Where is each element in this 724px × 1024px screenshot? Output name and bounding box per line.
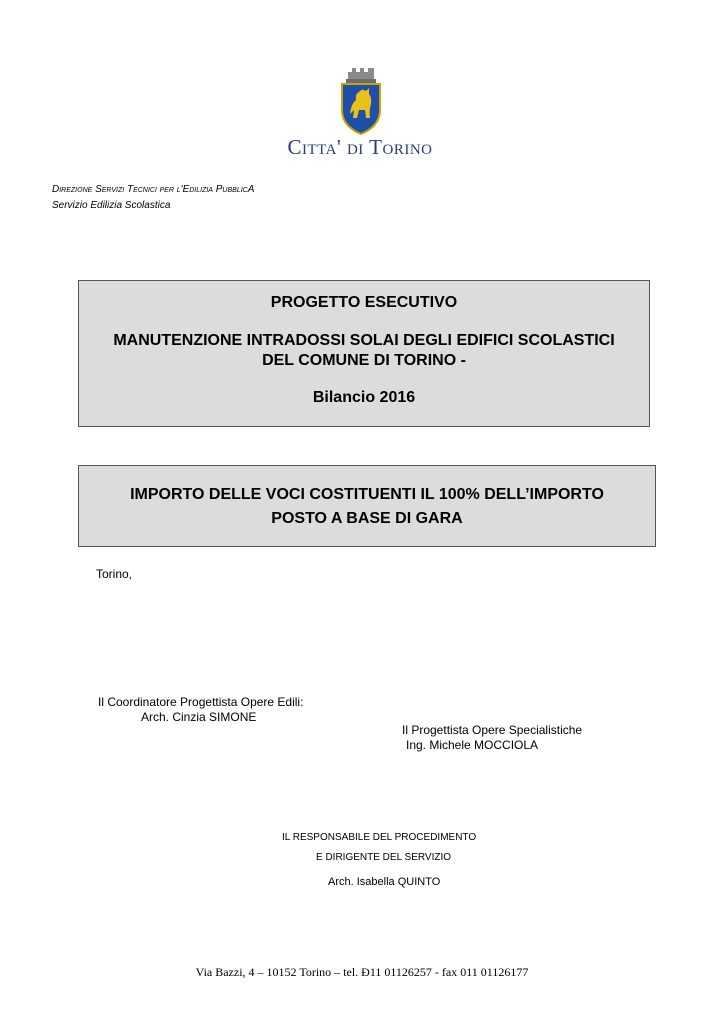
coordinator-name: Arch. Cinzia SIMONE [141, 710, 257, 724]
city-logo-text: Citta' di Torino [287, 135, 433, 159]
responsible-role-2: E DIRIGENTE DEL SERVIZIO [316, 852, 452, 863]
department-word: irezione [59, 184, 96, 195]
project-description [79, 331, 649, 371]
project-description-line: DEL COMUNE DI TORINO - [262, 352, 466, 369]
department-word: ervizi [101, 184, 127, 195]
department-word: dilizia [189, 184, 216, 195]
amount-box [78, 465, 656, 547]
project-description-line: MANUTENZIONE INTRADOSSI SOLAI DEGLI EDIFICI SCOLASTICI [113, 332, 615, 349]
amount-line: IMPORTO DELLE VOCI COSTITUENTI IL 100% DELL’IMPORTO [130, 486, 604, 503]
city-crest-icon [336, 66, 386, 136]
department-initial: T [126, 184, 134, 195]
responsible-role: IL RESPONSABILE DEL PROCEDIMENTO [282, 832, 477, 843]
project-type: PROGETTO ESECUTIVO [270, 294, 458, 311]
department-initial: P [215, 184, 223, 195]
department-word: ubblic [222, 184, 248, 195]
department-word: ecnici per l' [133, 184, 183, 195]
place-date: Torino, [96, 567, 133, 581]
responsible-name: Arch. Isabella QUINTO [328, 876, 441, 888]
budget-year: Bilancio 2016 [312, 389, 416, 406]
department-initial: A [247, 184, 255, 195]
service-name: Servizio Edilizia Scolastica [52, 200, 171, 211]
amount-line: POSTO A BASE DI GARA [271, 510, 463, 527]
footer-address: Via Bazzi, 4 – 10152 Torino – tel. Ð11 01126257 - fax 011 01126177 [195, 965, 529, 979]
project-title-box [78, 280, 650, 427]
coordinator-role: Il Coordinatore Progettista Opere Edili: [98, 695, 304, 709]
department-line [52, 184, 254, 195]
department-initial: D [52, 184, 60, 195]
department-initial: E [182, 184, 190, 195]
specialist-role: Il Progettista Opere Specialistiche [402, 723, 583, 737]
specialist-name: Ing. Michele MOCCIOLA [406, 738, 539, 752]
department-initial: S [95, 184, 102, 195]
